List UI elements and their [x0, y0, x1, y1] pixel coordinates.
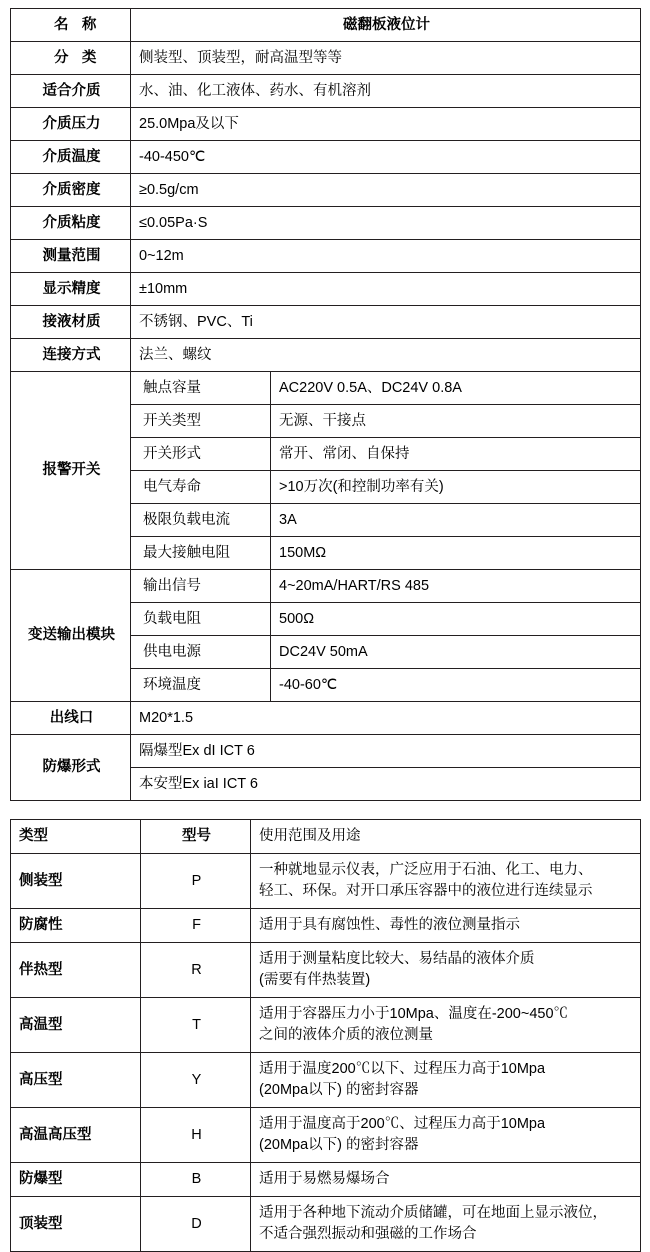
table-row [11, 42, 641, 75]
description-line: 适用于温度高于200℃、过程压力高于10Mpa [259, 1116, 546, 1133]
spec-value: 不锈钢、PVC、Ti [131, 306, 641, 339]
table-row [11, 1108, 641, 1163]
spec-label: 名 称 [11, 9, 131, 42]
spec-value: 本安型Ex iaI ICT 6 [131, 768, 641, 801]
sub-label: 负载电阻 [131, 603, 271, 636]
sub-value: >10万次(和控制功率有关) [271, 471, 641, 504]
sub-label: 输出信号 [131, 570, 271, 603]
spec-value: -40-450℃ [131, 141, 641, 174]
table-row [11, 75, 641, 108]
column-header-model: 型号 [141, 820, 251, 854]
table-row [11, 943, 641, 998]
column-header-type: 类型 [11, 820, 141, 854]
sub-value: 无源、干接点 [271, 405, 641, 438]
sub-value: 3A [271, 504, 641, 537]
type-description [251, 854, 641, 909]
sub-value: AC220V 0.5A、DC24V 0.8A [271, 372, 641, 405]
type-model: D [141, 1197, 251, 1252]
column-header-usage: 使用范围及用途 [251, 820, 641, 854]
type-model-table [10, 819, 641, 1252]
spec-label: 测量范围 [11, 240, 131, 273]
sub-value: 常开、常闭、自保持 [271, 438, 641, 471]
group-label-alarm-switch: 报警开关 [11, 372, 131, 570]
table-row [11, 998, 641, 1053]
sub-label: 供电电源 [131, 636, 271, 669]
sub-value: -40-60℃ [271, 669, 641, 702]
sub-label: 开关形式 [131, 438, 271, 471]
type-description [251, 1163, 641, 1197]
table-row [11, 108, 641, 141]
table-row [11, 1197, 641, 1252]
type-description [251, 998, 641, 1053]
description-line: 不适合强烈振动和强磁的工作场合 [259, 1226, 477, 1243]
type-name: 高温型 [11, 998, 141, 1053]
table-row [11, 9, 641, 42]
spec-value: M20*1.5 [131, 702, 641, 735]
type-description [251, 943, 641, 998]
spec-label: 介质密度 [11, 174, 131, 207]
description-line: 适用于测量粘度比较大、易结晶的液体介质 [259, 951, 535, 968]
group-label-transmitter-module: 变送输出模块 [11, 570, 131, 702]
description-line: (20Mpa以下) 的密封容器 [259, 1082, 419, 1099]
type-model: R [141, 943, 251, 998]
type-description [251, 1108, 641, 1163]
type-model: T [141, 998, 251, 1053]
table-row [11, 273, 641, 306]
sub-value: 500Ω [271, 603, 641, 636]
table-row [11, 1053, 641, 1108]
description-line: (20Mpa以下) 的密封容器 [259, 1137, 419, 1154]
spec-label: 介质温度 [11, 141, 131, 174]
table-row [11, 854, 641, 909]
sub-label: 环境温度 [131, 669, 271, 702]
table-gap [10, 801, 640, 819]
table-row [11, 1163, 641, 1197]
type-name: 顶装型 [11, 1197, 141, 1252]
description-line: 适用于易燃易爆场合 [259, 1171, 390, 1188]
table-row [11, 306, 641, 339]
type-model: H [141, 1108, 251, 1163]
table-row [11, 735, 641, 768]
type-name: 防腐性 [11, 909, 141, 943]
spec-label: 介质压力 [11, 108, 131, 141]
table-row [11, 372, 641, 405]
description-line: 适用于容器压力小于10Mpa、温度在-200~450℃ [259, 1006, 569, 1023]
type-model: Y [141, 1053, 251, 1108]
table-row [11, 570, 641, 603]
spec-label: 分 类 [11, 42, 131, 75]
description-line: 适用于温度200℃以下、过程压力高于10Mpa [259, 1061, 546, 1078]
type-description [251, 1053, 641, 1108]
table-row [11, 174, 641, 207]
spec-value: ±10mm [131, 273, 641, 306]
spec-value: 侧装型、顶装型，耐高温型等等 [131, 42, 641, 75]
table-row [11, 141, 641, 174]
specification-table [10, 8, 641, 801]
spec-label: 适合介质 [11, 75, 131, 108]
type-name: 高压型 [11, 1053, 141, 1108]
description-line: (需要有伴热装置) [259, 972, 371, 989]
sub-label: 触点容量 [131, 372, 271, 405]
table-row [11, 240, 641, 273]
description-line: 适用于各种地下流动介质储罐，可在地面上显示液位， [259, 1205, 607, 1222]
table-row [11, 909, 641, 943]
sub-label: 电气寿命 [131, 471, 271, 504]
table-header-row [11, 820, 641, 854]
sub-value: 150MΩ [271, 537, 641, 570]
table-row [11, 207, 641, 240]
type-model: P [141, 854, 251, 909]
spec-value: ≤0.05Pa·S [131, 207, 641, 240]
type-description [251, 1197, 641, 1252]
spec-value: 隔爆型Ex dI ICT 6 [131, 735, 641, 768]
type-model: F [141, 909, 251, 943]
spec-label: 连接方式 [11, 339, 131, 372]
type-model: B [141, 1163, 251, 1197]
spec-label: 出线口 [11, 702, 131, 735]
description-line: 之间的液体介质的液位测量 [259, 1027, 433, 1044]
spec-value: 25.0Mpa及以下 [131, 108, 641, 141]
sub-label: 最大接触电阻 [131, 537, 271, 570]
sub-value: DC24V 50mA [271, 636, 641, 669]
spec-value: 0~12m [131, 240, 641, 273]
type-name: 侧装型 [11, 854, 141, 909]
type-name: 高温高压型 [11, 1108, 141, 1163]
description-line: 轻工、环保。对开口承压容器中的液位进行连续显示 [259, 883, 593, 900]
sub-value: 4~20mA/HART/RS 485 [271, 570, 641, 603]
spec-value: ≥0.5g/cm [131, 174, 641, 207]
spec-value: 磁翻板液位计 [131, 9, 641, 42]
spec-value: 法兰、螺纹 [131, 339, 641, 372]
spec-label: 介质粘度 [11, 207, 131, 240]
type-name: 防爆型 [11, 1163, 141, 1197]
sub-label: 开关类型 [131, 405, 271, 438]
sub-label: 极限负载电流 [131, 504, 271, 537]
type-name: 伴热型 [11, 943, 141, 998]
table-row [11, 702, 641, 735]
type-description [251, 909, 641, 943]
spec-label: 接液材质 [11, 306, 131, 339]
spec-label: 显示精度 [11, 273, 131, 306]
spec-value: 水、油、化工液体、药水、有机溶剂 [131, 75, 641, 108]
description-line: 一种就地显示仪表，广泛应用于石油、化工、电力、 [259, 862, 593, 879]
group-label-explosion-proof: 防爆形式 [11, 735, 131, 801]
table-row [11, 339, 641, 372]
description-line: 适用于具有腐蚀性、毒性的液位测量指示 [259, 917, 520, 934]
